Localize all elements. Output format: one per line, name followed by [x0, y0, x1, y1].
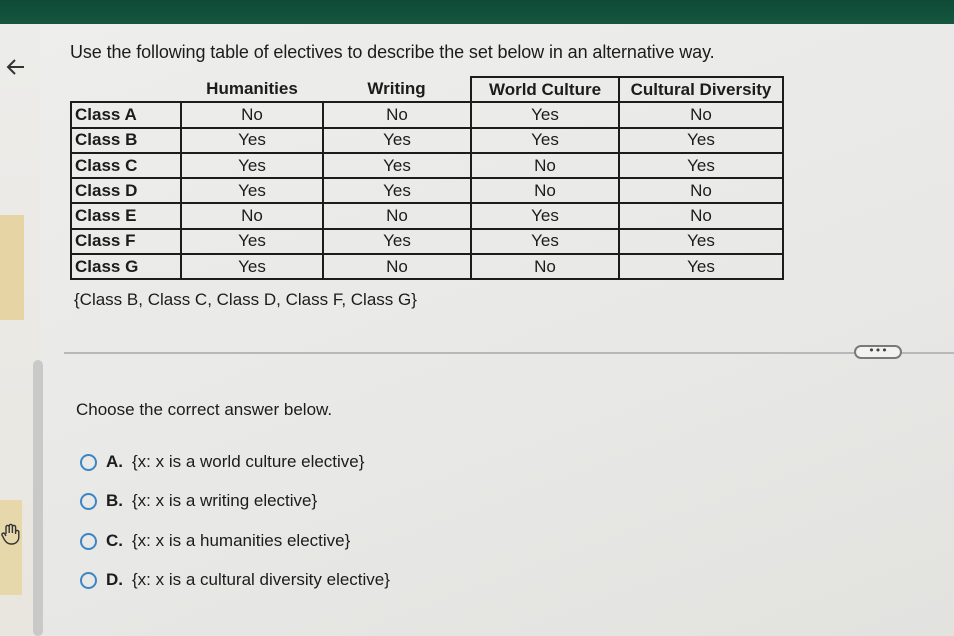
- table-row: [71, 178, 783, 203]
- table-cell: Yes: [471, 128, 619, 153]
- answer-option-c[interactable]: [80, 529, 350, 553]
- table-cell: No: [323, 254, 471, 279]
- table-cell: Yes: [181, 254, 323, 279]
- left-highlight-strip-lower: [0, 500, 22, 595]
- electives-table: [70, 76, 784, 280]
- answer-option-b[interactable]: [80, 489, 317, 513]
- radio-button[interactable]: [80, 572, 97, 589]
- table-cell: Yes: [619, 128, 783, 153]
- header-world-culture: World Culture: [471, 77, 619, 102]
- answer-option-a[interactable]: [80, 450, 364, 474]
- question-prompt: Use the following table of electives to describe the set below in an alternative way.: [70, 42, 715, 62]
- table-cell: No: [471, 178, 619, 203]
- given-set: {Class B, Class C, Class D, Class F, Class G}: [74, 290, 417, 309]
- table-cell: Yes: [471, 102, 619, 127]
- option-text: {x: x is a world culture elective}: [132, 452, 365, 471]
- answer-option-d[interactable]: [80, 568, 390, 592]
- more-options-button[interactable]: •••: [854, 345, 902, 359]
- option-text: {x: x is a writing elective}: [132, 491, 318, 510]
- table-cell: No: [619, 102, 783, 127]
- table-cell: Yes: [181, 178, 323, 203]
- header-writing: Writing: [367, 79, 426, 99]
- table-header-row: [71, 77, 783, 102]
- table-cell: Yes: [619, 254, 783, 279]
- row-label: Class D: [71, 178, 181, 203]
- table-cell: Yes: [619, 229, 783, 254]
- table-cell: Yes: [471, 203, 619, 228]
- table-cell: No: [181, 102, 323, 127]
- hand-pointer-icon[interactable]: [0, 522, 22, 546]
- option-letter: C.: [106, 531, 123, 550]
- row-label: Class A: [71, 102, 181, 127]
- table-cell: No: [619, 203, 783, 228]
- table-cell: No: [323, 102, 471, 127]
- radio-button[interactable]: [80, 533, 97, 550]
- option-text: {x: x is a cultural diversity elective}: [132, 570, 390, 589]
- option-letter: A.: [106, 452, 123, 471]
- table-cell: Yes: [471, 229, 619, 254]
- table-corner: [71, 77, 181, 102]
- radio-button[interactable]: [80, 493, 97, 510]
- back-arrow-icon[interactable]: [4, 55, 28, 79]
- table-cell: No: [323, 203, 471, 228]
- divider: [64, 352, 954, 354]
- table-cell: Yes: [323, 128, 471, 153]
- option-letter: D.: [106, 570, 123, 589]
- row-label: Class E: [71, 203, 181, 228]
- table-row: [71, 128, 783, 153]
- table-cell: Yes: [619, 153, 783, 178]
- table-cell: Yes: [181, 229, 323, 254]
- radio-button[interactable]: [80, 454, 97, 471]
- table-row: [71, 203, 783, 228]
- table-cell: Yes: [323, 153, 471, 178]
- table-row: [71, 254, 783, 279]
- table-row: [71, 102, 783, 127]
- table-cell: Yes: [323, 178, 471, 203]
- table-cell: No: [181, 203, 323, 228]
- table-row: [71, 153, 783, 178]
- table-cell: No: [471, 153, 619, 178]
- table-cell: No: [471, 254, 619, 279]
- instruction-text: Choose the correct answer below.: [76, 400, 333, 419]
- option-text: {x: x is a humanities elective}: [132, 531, 351, 550]
- header-cultural-diversity: Cultural Diversity: [619, 77, 783, 102]
- left-highlight-strip: [0, 215, 24, 320]
- header-humanities: Humanities: [206, 79, 298, 99]
- table-cell: Yes: [181, 153, 323, 178]
- table-cell: No: [619, 178, 783, 203]
- table-cell: Yes: [181, 128, 323, 153]
- row-label: Class G: [71, 254, 181, 279]
- row-label: Class C: [71, 153, 181, 178]
- scrollbar[interactable]: [33, 360, 43, 636]
- row-label: Class F: [71, 229, 181, 254]
- table-cell: Yes: [323, 229, 471, 254]
- table-row: [71, 229, 783, 254]
- option-letter: B.: [106, 491, 123, 510]
- row-label: Class B: [71, 128, 181, 153]
- top-bar: [0, 0, 954, 24]
